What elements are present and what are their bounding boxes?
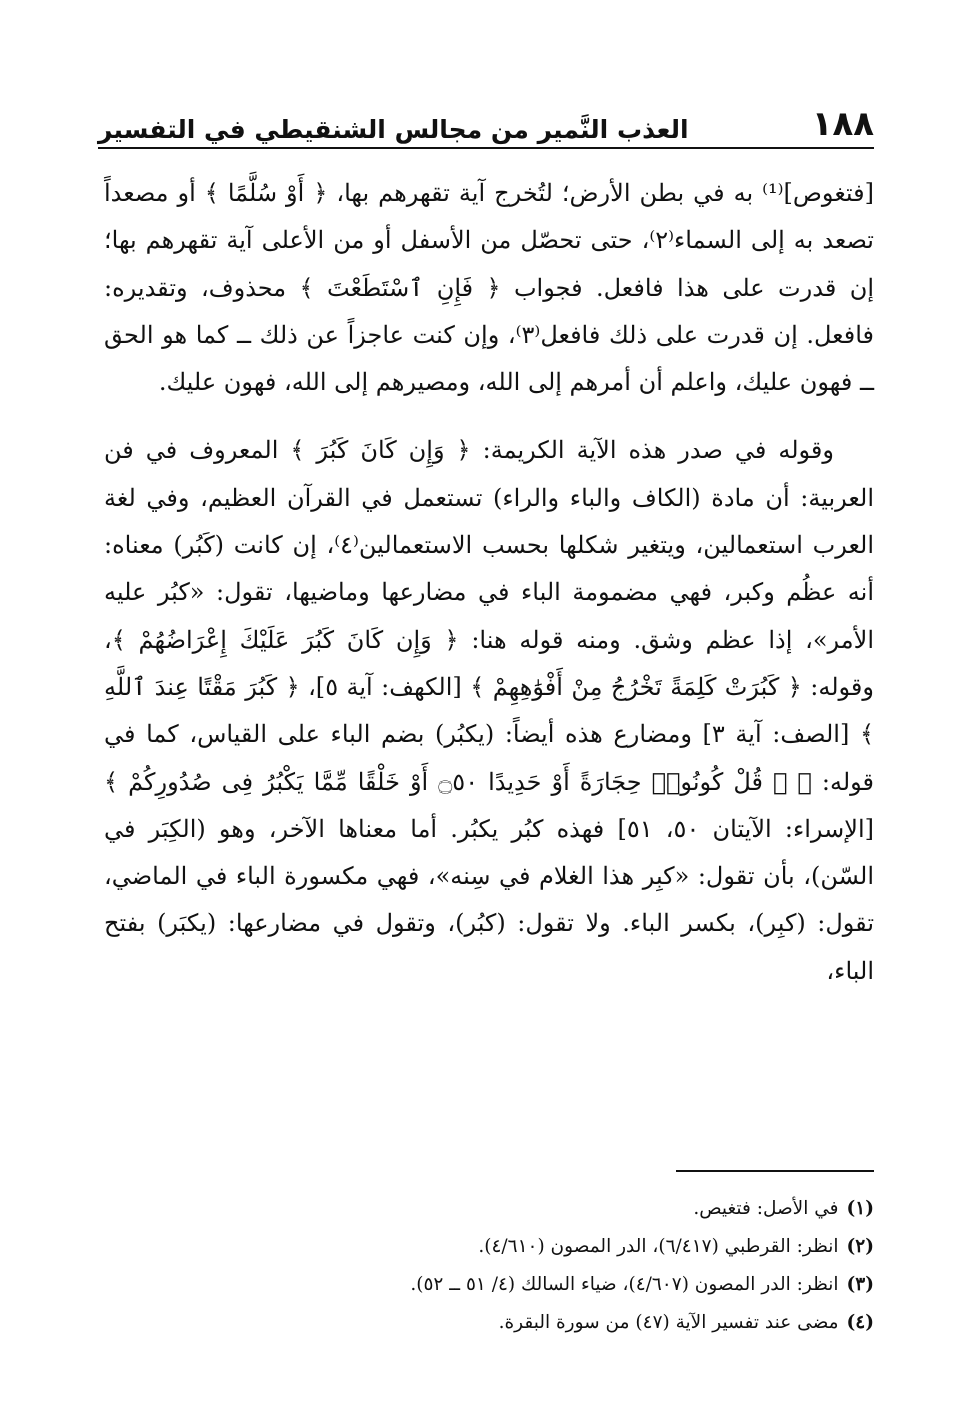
text-line: أو مصعداً تصعد به إلى السماء⁽٢⁾، حتى تحصّل من الأسفل أو من	[104, 179, 874, 255]
footnote-2	[104, 1228, 874, 1266]
text-line: ﴿ كَبُرَتْ كَلِمَةً تَخْرُجُ مِنْ أَفْوَٰهِهِمْ ﴾ [الكهف: آية ٥]، ﴿ كَبُرَ مَقْتًا	[197, 672, 802, 701]
footnote-number: (٤)	[846, 1312, 874, 1333]
text-line: في فن العربية: أن مادة (الكاف والباء والراء) تستعمل في القرآن	[104, 436, 874, 512]
text-line: وشق. ومنه قوله هنا: ﴿ وَإِن كَانَ كَبُرَ عَلَيْكَ إِعْرَاضُهُمْ ﴾، وقوله:	[104, 625, 874, 701]
footnote-text: انظر: الدر المصون (٤/٦٠٧)، ضياء السالك (٤/ ٥١ ــ ٥٢).	[410, 1274, 839, 1295]
text-line: العظيم، وفي لغة العرب استعمالين، ويتغير شكلها بحسب	[104, 483, 874, 560]
text-line: فافعل⁽٣⁾، وإن كنت عاجزاً عن ذلك ــ كما هو الحق ــ فهون عليك،	[104, 320, 874, 397]
footnote-number: (٢)	[846, 1236, 874, 1257]
main-text	[104, 170, 874, 995]
footnote-3	[104, 1266, 874, 1304]
text-line: الباء في مضارعها وماضيها، تقول: «كبُر عليه الأمر»، إذا عظم	[104, 578, 874, 654]
paragraph-1	[104, 170, 874, 406]
text-line: الاستعمالين⁽٤⁾، إن كانت (كَبُر) معناه: أنه عظُم وكبر، فهي مضمومة	[104, 531, 874, 607]
text-line: وقوله في صدر هذه الآية الكريمة: ﴿ وَإِن كَانَ كَبُرَ ﴾ المعروف	[189, 436, 834, 465]
paragraph-2	[104, 427, 874, 995]
footnote-number: (٣)	[846, 1274, 874, 1295]
text-line: [فتغوص]⁽¹⁾ به في بطن الأرض؛ لتُخرج آية تقهرهم بها، ﴿ أَوْ سُلَّمًا ﴾	[204, 179, 874, 207]
text-line: يَكْبُرُ فِى صُدُورِكُمْ ﴾ [الإسراء: الآيتان ٥٠، ٥١] فهذه كبُر يكبُر. أما	[104, 767, 875, 843]
footnote-4	[104, 1304, 874, 1342]
text-line: على القياس، كما في قوله: ﴿ ۞ قُلْ كُونُوا۟ حِجَارَةً أَوْ حَدِيدًا ۝٥٠ أَوْ خَلْقًا مِّمَّا	[104, 720, 874, 796]
footnote-1	[104, 1190, 874, 1228]
running-title: العذب النَّمير من مجالس الشنقيطي في التفسير	[98, 115, 689, 144]
page-header	[98, 94, 874, 144]
text-line: واعلم أن أمرهم إلى الله، ومصيرهم إلى الله، فهون عليك.	[158, 368, 727, 397]
text-line: معناها الآخر، وهو (الكِبَر في السّن)، بأن تقول: «كبِر هذا الغلام في	[104, 814, 874, 891]
footnote-text: انظر: القرطبي (٦/٤١٧)، الدر المصون (٤/٦١٠).	[478, 1236, 839, 1257]
footnote-rule	[676, 1170, 874, 1172]
page-number: ١٨٨	[811, 104, 874, 144]
header-rule	[98, 147, 874, 149]
text-line: سِنه»، فهي مكسورة الباء في الماضي، تقول: (كبِر)، بكسر الباء.	[104, 862, 874, 938]
text-line: الأعلى آية تقهرهم بها؛ إن قدرت على هذا فافعل. فجواب ﴿ فَإِنِ	[104, 226, 874, 302]
footnote-number: (١)	[846, 1198, 874, 1219]
text-line: ولا تقول: (كبُر)، وتقول في مضارعها: (يكبَر) بفتح الباء،	[104, 909, 874, 985]
footnote-text: في الأصل: فتغيص.	[693, 1198, 839, 1219]
footnotes	[104, 1190, 874, 1342]
footnote-text: مضى عند تفسير الآية (٤٧) من سورة البقرة.	[498, 1312, 839, 1333]
text-line: عِندَ ٱللَّهِ ﴾ [الصف: آية ٣] ومضارع هذه أيضاً: (يكبُر) بضم الباء	[104, 672, 875, 749]
text-line: ٱسْتَطَعْتَ ﴾ محذوف، وتقديره: فافعل. إن قدرت على ذلك	[104, 273, 874, 349]
